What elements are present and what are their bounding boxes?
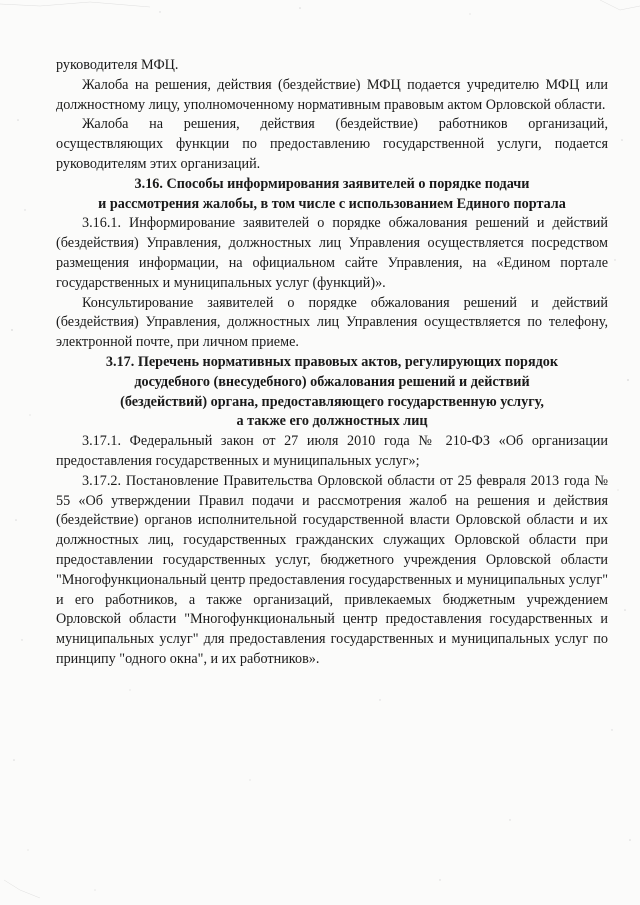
paragraph-3-17-2: 3.17.2. Постановление Правительства Орловской области от 25 февраля 2013 года № 55 «Об утверждении Правил подачи и рассмотрения жалоб на решения и действия (бездействие) органов исполнительной государственной власти Орловской области и их должностных лиц, государственных гражданских служащих Орловской области при предоставлении государственных услуг, бюджетного учреждения Орловской области "Многофункциональный центр предоставления государственных и муниципальных услуг" и его работников, а также организаций, привлекаемых бюджетным учреждением Орловской области "Многофункциональный центр предоставления государственных и муниципальных услуг" для предоставления государственных и муниципальных услуг по принципу "одного окна", и их работников». <box>56 472 608 667</box>
section-heading-3-17 <box>56 353 608 432</box>
document-body <box>56 56 608 670</box>
heading-3-16-line1: 3.16. Способы информирования заявителей о порядке подачи <box>134 175 530 192</box>
heading-3-17-line4: а также его должностных лиц <box>236 413 428 430</box>
heading-3-17-line3: (бездействий) органа, предоставляющего государственную услугу, <box>120 393 544 410</box>
section-heading-3-16 <box>56 175 608 215</box>
paragraph-complaint-workers: Жалоба на решения, действия (бездействие) работников организаций, осуществляющих функции по предоставлению государственной услуги, подается руководителям этих организаций. <box>56 116 608 172</box>
heading-3-17-line2: досудебного (внесудебного) обжалования решений и действий <box>134 373 530 390</box>
paragraph-3-17-1: 3.17.1. Федеральный закон от 27 июля 2010 года № 210-ФЗ «Об организации предоставления государственных и муниципальных услуг»; <box>56 433 608 469</box>
paragraph-complaint-mfc: Жалоба на решения, действия (бездействие) МФЦ подается учредителю МФЦ или должностному лицу, уполномоченному нормативным правовым актом Орловской области. <box>56 76 608 113</box>
paragraph-continuation: руководителя МФЦ. <box>56 57 179 73</box>
heading-3-16-line2: и рассмотрения жалобы, в том числе с использованием Единого портала <box>98 195 566 212</box>
paragraph-3-16-1: 3.16.1. Информирование заявителей о порядке обжалования решений и действий (бездействия) Управления, должностных лиц Управления осуществляется посредством размещения информации, на официальном сайте Управления, на «Едином портале государственных и муниципальных услуг (функций)». <box>56 215 608 291</box>
heading-3-17-line1: 3.17. Перечень нормативных правовых актов, регулирующих порядок <box>105 353 559 370</box>
paragraph-consulting: Консультирование заявителей о порядке обжалования решений и действий (бездействия) Управления, должностных лиц Управления осуществляется по телефону, электронной почте, при личном приеме. <box>56 294 608 351</box>
